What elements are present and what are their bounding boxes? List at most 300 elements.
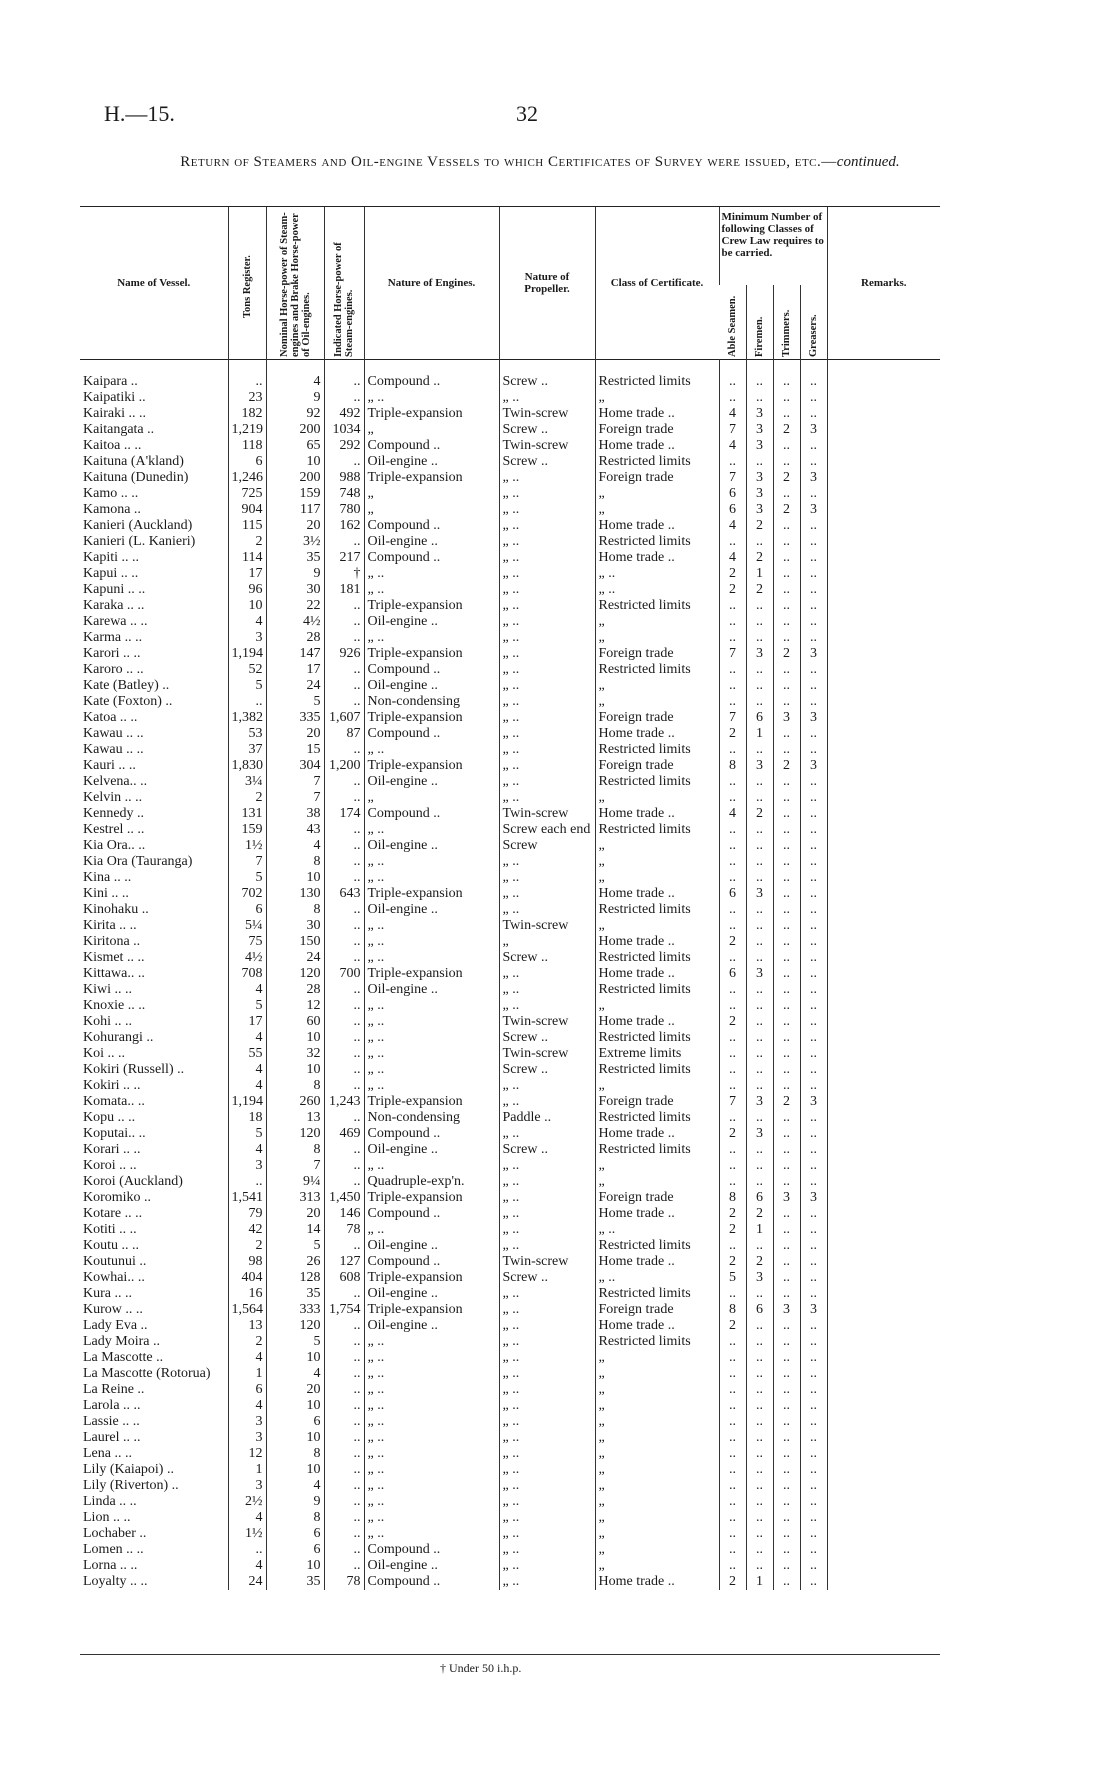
table-cell: 4½ bbox=[228, 950, 266, 966]
table-cell: Loyalty .. .. bbox=[83, 1573, 148, 1589]
table-cell: .. bbox=[719, 742, 746, 758]
table-cell: „ .. bbox=[364, 1334, 499, 1350]
table-cell: Restricted limits bbox=[595, 1286, 719, 1302]
table-cell: 4 bbox=[228, 614, 266, 630]
table-cell: .. bbox=[773, 694, 800, 710]
table-row bbox=[80, 1030, 940, 1046]
table-cell-remarks bbox=[827, 1574, 940, 1590]
table-cell: Oil-engine .. bbox=[364, 534, 499, 550]
table-row bbox=[80, 726, 940, 742]
table-row bbox=[80, 982, 940, 998]
table-cell: Kotare .. .. bbox=[83, 1205, 143, 1221]
table-cell: „ .. bbox=[499, 966, 595, 982]
table-cell: 7 bbox=[228, 854, 266, 870]
table-cell: Foreign trade bbox=[595, 1190, 719, 1206]
table-cell: „ .. bbox=[364, 1382, 499, 1398]
table-cell: Foreign trade bbox=[595, 422, 719, 438]
table-cell: Karoro .. .. bbox=[83, 661, 144, 677]
table-cell: Foreign trade bbox=[595, 646, 719, 662]
table-row bbox=[80, 422, 940, 438]
table-row bbox=[80, 998, 940, 1014]
table-cell: Triple-expansion bbox=[364, 710, 499, 726]
table-row bbox=[80, 614, 940, 630]
table-cell: 6 bbox=[746, 1190, 773, 1206]
table-cell: 2 bbox=[746, 582, 773, 598]
table-cell: Compound .. bbox=[364, 1574, 499, 1590]
table-cell: „ .. bbox=[364, 1046, 499, 1062]
table-cell: .. bbox=[324, 454, 364, 470]
table-cell: 3 bbox=[746, 646, 773, 662]
table-cell: .. bbox=[746, 1414, 773, 1430]
col-able-cell bbox=[719, 285, 746, 359]
table-cell: Restricted limits bbox=[595, 902, 719, 918]
table-cell: .. bbox=[800, 438, 827, 454]
table-cell: 8 bbox=[266, 1510, 324, 1526]
table-cell: „ .. bbox=[499, 1350, 595, 1366]
table-cell: „ .. bbox=[499, 390, 595, 406]
table-cell: .. bbox=[324, 630, 364, 646]
table-cell: .. bbox=[228, 1174, 266, 1190]
table-cell-remarks bbox=[827, 1542, 940, 1558]
table-cell: „ .. bbox=[499, 1430, 595, 1446]
table-cell: Kiwi .. .. bbox=[83, 981, 132, 997]
table-cell-remarks bbox=[827, 726, 940, 742]
table-cell: „ .. bbox=[364, 1158, 499, 1174]
table-cell: Foreign trade bbox=[595, 1094, 719, 1110]
table-cell: 1 bbox=[746, 566, 773, 582]
table-cell: 182 bbox=[228, 406, 266, 422]
table-cell: 5 bbox=[719, 1270, 746, 1286]
table-cell: 4 bbox=[228, 1558, 266, 1574]
table-cell: 98 bbox=[228, 1254, 266, 1270]
table-cell: „ .. bbox=[595, 1222, 719, 1238]
table-cell: .. bbox=[746, 1158, 773, 1174]
table-cell: „ .. bbox=[499, 550, 595, 566]
table-cell: „ .. bbox=[499, 726, 595, 742]
table-cell: Kairaki .. .. bbox=[83, 405, 146, 421]
table-cell: Kokiri .. .. bbox=[83, 1077, 141, 1093]
table-cell: „ bbox=[595, 1350, 719, 1366]
table-cell: Screw .. bbox=[499, 950, 595, 966]
table-cell: Lady Moira .. bbox=[83, 1333, 160, 1349]
table-cell: .. bbox=[719, 1526, 746, 1542]
table-row bbox=[80, 950, 940, 966]
table-cell: Screw bbox=[499, 838, 595, 854]
table-cell: Koutunui .. bbox=[83, 1253, 147, 1269]
table-cell: „ .. bbox=[499, 566, 595, 582]
table-cell: 4 bbox=[266, 359, 324, 390]
col-nominal-cell bbox=[266, 207, 324, 360]
table-cell-remarks bbox=[827, 694, 940, 710]
table-cell: „ .. bbox=[499, 870, 595, 886]
table-cell: .. bbox=[773, 582, 800, 598]
table-cell: 12 bbox=[228, 1446, 266, 1462]
table-cell: .. bbox=[719, 1142, 746, 1158]
table-cell: 96 bbox=[228, 582, 266, 598]
table-cell: Paddle .. bbox=[499, 1110, 595, 1126]
table-cell: Compound .. bbox=[364, 359, 499, 390]
table-cell: 3 bbox=[800, 1094, 827, 1110]
title-main: Return of Steamers and Oil-engine Vessels to which Certificates of Survey were issued, etc.— bbox=[180, 154, 837, 170]
table-cell: „ .. bbox=[364, 1526, 499, 1542]
table-cell: .. bbox=[324, 359, 364, 390]
table-cell: 260 bbox=[266, 1094, 324, 1110]
table-cell: 60 bbox=[266, 1014, 324, 1030]
table-cell: 1,194 bbox=[228, 646, 266, 662]
table-cell: .. bbox=[324, 822, 364, 838]
table-cell: „ bbox=[364, 790, 499, 806]
table-cell: „ .. bbox=[364, 854, 499, 870]
table-cell: .. bbox=[800, 1126, 827, 1142]
table-cell-remarks bbox=[827, 1030, 940, 1046]
table-cell: .. bbox=[719, 1366, 746, 1382]
table-cell: Screw .. bbox=[499, 422, 595, 438]
table-cell: 9 bbox=[266, 1494, 324, 1510]
table-cell: 643 bbox=[324, 886, 364, 902]
table-row bbox=[80, 566, 940, 582]
table-cell: 2 bbox=[719, 1254, 746, 1270]
table-row bbox=[80, 1190, 940, 1206]
table-cell: 52 bbox=[228, 662, 266, 678]
table-cell: .. bbox=[800, 854, 827, 870]
table-cell: Kapiti .. .. bbox=[83, 549, 139, 565]
table-cell: .. bbox=[800, 870, 827, 886]
table-cell: Kohi .. .. bbox=[83, 1013, 132, 1029]
table-cell: 5 bbox=[228, 678, 266, 694]
table-cell: 5¼ bbox=[228, 918, 266, 934]
table-cell: .. bbox=[746, 1398, 773, 1414]
table-cell: .. bbox=[719, 822, 746, 838]
table-cell-remarks bbox=[827, 630, 940, 646]
table-cell: .. bbox=[324, 534, 364, 550]
table-cell: Screw .. bbox=[499, 1030, 595, 1046]
table-row bbox=[80, 806, 940, 822]
table-cell: .. bbox=[719, 1542, 746, 1558]
table-cell: Komata.. .. bbox=[83, 1093, 145, 1109]
table-cell: 1 bbox=[746, 726, 773, 742]
table-cell: .. bbox=[800, 998, 827, 1014]
table-cell-remarks bbox=[827, 790, 940, 806]
table-cell-remarks bbox=[827, 1414, 940, 1430]
table-cell: 4½ bbox=[266, 614, 324, 630]
col-trimmers: Trimmers. bbox=[781, 309, 792, 357]
table-cell: 8 bbox=[719, 1302, 746, 1318]
table-cell: Kaituna (Dunedin) bbox=[83, 469, 189, 485]
table-cell: „ .. bbox=[364, 742, 499, 758]
table-cell: .. bbox=[719, 870, 746, 886]
table-cell: 2 bbox=[773, 646, 800, 662]
table-cell: 24 bbox=[228, 1574, 266, 1590]
table-cell: 174 bbox=[324, 806, 364, 822]
table-cell: Kowhai.. .. bbox=[83, 1269, 145, 1285]
table-cell: .. bbox=[800, 886, 827, 902]
table-cell: .. bbox=[719, 918, 746, 934]
table-cell: „ .. bbox=[499, 1510, 595, 1526]
table-cell: 3 bbox=[800, 1302, 827, 1318]
table-cell: .. bbox=[746, 1462, 773, 1478]
table-cell: Home trade .. bbox=[595, 726, 719, 742]
table-cell: „ .. bbox=[499, 486, 595, 502]
table-cell: .. bbox=[746, 982, 773, 998]
table-cell: .. bbox=[324, 614, 364, 630]
table-cell: .. bbox=[746, 1382, 773, 1398]
table-cell: .. bbox=[773, 1222, 800, 1238]
table-cell: .. bbox=[746, 1078, 773, 1094]
table-cell: 37 bbox=[228, 742, 266, 758]
table-cell: Kapui .. .. bbox=[83, 565, 139, 581]
table-cell-remarks bbox=[827, 646, 940, 662]
table-cell: .. bbox=[719, 534, 746, 550]
table-cell: „ .. bbox=[364, 1014, 499, 1030]
table-cell: .. bbox=[773, 598, 800, 614]
table-cell: 7 bbox=[719, 646, 746, 662]
table-cell: „ .. bbox=[499, 1558, 595, 1574]
table-row bbox=[80, 710, 940, 726]
table-cell: „ .. bbox=[499, 1318, 595, 1334]
table-cell: .. bbox=[719, 790, 746, 806]
table-cell: .. bbox=[719, 1238, 746, 1254]
table-cell: 2 bbox=[228, 1238, 266, 1254]
table-cell: 3 bbox=[746, 966, 773, 982]
table-cell: 1½ bbox=[228, 838, 266, 854]
table-cell: Twin-screw bbox=[499, 438, 595, 454]
table-cell: „ .. bbox=[499, 1302, 595, 1318]
table-cell: 17 bbox=[266, 662, 324, 678]
table-cell: .. bbox=[324, 742, 364, 758]
table-cell: 2 bbox=[719, 1574, 746, 1590]
table-row bbox=[80, 1254, 940, 1270]
table-cell-remarks bbox=[827, 502, 940, 518]
table-cell: Restricted limits bbox=[595, 822, 719, 838]
table-cell: .. bbox=[800, 1014, 827, 1030]
table-cell: 1034 bbox=[324, 422, 364, 438]
table-cell: La Reine .. bbox=[83, 1381, 145, 1397]
table-row bbox=[80, 502, 940, 518]
table-cell: 2 bbox=[719, 1318, 746, 1334]
table-cell: Laurel .. .. bbox=[83, 1429, 141, 1445]
table-cell: „ .. bbox=[364, 390, 499, 406]
table-cell: .. bbox=[773, 1158, 800, 1174]
table-cell: „ bbox=[595, 678, 719, 694]
page-number: 32 bbox=[516, 101, 538, 126]
table-cell: Compound .. bbox=[364, 726, 499, 742]
table-cell: „ bbox=[595, 1174, 719, 1190]
table-cell: Triple-expansion bbox=[364, 646, 499, 662]
table-cell: .. bbox=[324, 1478, 364, 1494]
table-cell: .. bbox=[324, 390, 364, 406]
table-cell: „ .. bbox=[499, 998, 595, 1014]
table-cell: .. bbox=[773, 662, 800, 678]
table-cell: 4 bbox=[228, 1062, 266, 1078]
table-cell: „ .. bbox=[499, 582, 595, 598]
table-cell: .. bbox=[773, 1030, 800, 1046]
table-cell: Home trade .. bbox=[595, 438, 719, 454]
table-cell: „ .. bbox=[499, 1238, 595, 1254]
table-cell: .. bbox=[746, 1046, 773, 1062]
table-cell: .. bbox=[324, 838, 364, 854]
table-cell: 4 bbox=[719, 518, 746, 534]
table-cell: .. bbox=[719, 854, 746, 870]
table-cell: .. bbox=[719, 1046, 746, 1062]
table-cell: Karma .. .. bbox=[83, 629, 143, 645]
table-cell: 3 bbox=[228, 1478, 266, 1494]
table-cell: Restricted limits bbox=[595, 534, 719, 550]
table-row bbox=[80, 1334, 940, 1350]
table-cell: Triple-expansion bbox=[364, 1094, 499, 1110]
table-cell: 2 bbox=[228, 1334, 266, 1350]
table-cell: .. bbox=[324, 774, 364, 790]
table-cell: Karewa .. .. bbox=[83, 613, 148, 629]
table-cell: 1½ bbox=[228, 1526, 266, 1542]
table-cell: .. bbox=[800, 1494, 827, 1510]
table-cell: Twin-screw bbox=[499, 806, 595, 822]
table-cell: Restricted limits bbox=[595, 598, 719, 614]
table-cell: .. bbox=[746, 534, 773, 550]
table-cell: .. bbox=[800, 1158, 827, 1174]
table-cell: .. bbox=[773, 774, 800, 790]
table-cell: .. bbox=[773, 438, 800, 454]
table-cell: .. bbox=[719, 630, 746, 646]
table-cell: Triple-expansion bbox=[364, 1190, 499, 1206]
table-cell: 1,243 bbox=[324, 1094, 364, 1110]
table-cell: 35 bbox=[266, 1286, 324, 1302]
table-cell: 127 bbox=[324, 1254, 364, 1270]
table-cell: „ bbox=[595, 918, 719, 934]
table-cell: 92 bbox=[266, 406, 324, 422]
table-cell: Kaituna (A'kland) bbox=[83, 453, 184, 469]
table-cell: .. bbox=[746, 1030, 773, 1046]
table-cell: .. bbox=[773, 359, 800, 390]
table-cell: 3 bbox=[746, 406, 773, 422]
table-cell-remarks bbox=[827, 1526, 940, 1542]
table-cell: .. bbox=[746, 1334, 773, 1350]
table-cell: 120 bbox=[266, 1126, 324, 1142]
table-cell: .. bbox=[773, 822, 800, 838]
table-cell: 2 bbox=[773, 422, 800, 438]
table-cell-remarks bbox=[827, 966, 940, 982]
table-cell: 7 bbox=[719, 470, 746, 486]
table-cell: 147 bbox=[266, 646, 324, 662]
table-cell: .. bbox=[746, 1286, 773, 1302]
table-cell: .. bbox=[719, 1174, 746, 1190]
table-cell: .. bbox=[324, 918, 364, 934]
table-cell: Lena .. .. bbox=[83, 1445, 132, 1461]
page-identifier: H.—15. bbox=[104, 101, 175, 126]
table-cell: .. bbox=[800, 1238, 827, 1254]
table-cell: .. bbox=[773, 1398, 800, 1414]
table-cell: 8 bbox=[266, 854, 324, 870]
table-cell: 5 bbox=[266, 694, 324, 710]
table-cell: 780 bbox=[324, 502, 364, 518]
table-cell: „ bbox=[595, 1414, 719, 1430]
table-row bbox=[80, 470, 940, 486]
table-cell: 2 bbox=[746, 1206, 773, 1222]
table-row bbox=[80, 1222, 940, 1238]
table-cell: Restricted limits bbox=[595, 950, 719, 966]
table-cell: .. bbox=[719, 390, 746, 406]
table-cell: 1,219 bbox=[228, 422, 266, 438]
table-cell: 1,200 bbox=[324, 758, 364, 774]
table-cell: .. bbox=[746, 918, 773, 934]
table-cell-remarks bbox=[827, 918, 940, 934]
table-cell: .. bbox=[719, 1078, 746, 1094]
table-cell: 1,382 bbox=[228, 710, 266, 726]
table-cell: 3 bbox=[746, 758, 773, 774]
table-cell: Kamo .. .. bbox=[83, 485, 139, 501]
table-cell: 2 bbox=[719, 582, 746, 598]
table-cell: 7 bbox=[719, 710, 746, 726]
table-cell: Home trade .. bbox=[595, 1318, 719, 1334]
table-cell: „ bbox=[595, 614, 719, 630]
table-cell: .. bbox=[719, 774, 746, 790]
table-cell: 200 bbox=[266, 422, 324, 438]
table-cell: „ bbox=[364, 422, 499, 438]
table-cell: „ .. bbox=[364, 566, 499, 582]
table-cell: .. bbox=[773, 1206, 800, 1222]
table-cell: 1,607 bbox=[324, 710, 364, 726]
table-cell: .. bbox=[719, 1478, 746, 1494]
col-trimmers-cell bbox=[773, 285, 800, 359]
table-cell: 3 bbox=[228, 630, 266, 646]
table-cell: Screw .. bbox=[499, 1142, 595, 1158]
table-cell: .. bbox=[324, 662, 364, 678]
table-cell: „ bbox=[595, 1462, 719, 1478]
table-cell: 1,450 bbox=[324, 1190, 364, 1206]
table-cell: Triple-expansion bbox=[364, 966, 499, 982]
table-row bbox=[80, 758, 940, 774]
table-row bbox=[80, 1446, 940, 1462]
table-row bbox=[80, 1110, 940, 1126]
table-cell: 3 bbox=[800, 422, 827, 438]
table-cell: .. bbox=[324, 1462, 364, 1478]
table-cell: „ .. bbox=[364, 1478, 499, 1494]
table-cell: 1,246 bbox=[228, 470, 266, 486]
table-cell: .. bbox=[719, 662, 746, 678]
table-cell: 120 bbox=[266, 966, 324, 982]
table-cell: „ bbox=[595, 630, 719, 646]
table-cell: Lassie .. .. bbox=[83, 1413, 140, 1429]
table-cell: 10 bbox=[266, 1350, 324, 1366]
table-cell: „ .. bbox=[499, 1462, 595, 1478]
table-cell: 217 bbox=[324, 550, 364, 566]
table-cell: 146 bbox=[324, 1206, 364, 1222]
table-cell-remarks bbox=[827, 534, 940, 550]
table-cell: 4 bbox=[228, 1350, 266, 1366]
table-cell: Restricted limits bbox=[595, 742, 719, 758]
table-cell: „ bbox=[595, 502, 719, 518]
table-cell: Lily (Riverton) .. bbox=[83, 1477, 179, 1493]
table-row bbox=[80, 790, 940, 806]
table-cell: 404 bbox=[228, 1270, 266, 1286]
table-row bbox=[80, 582, 940, 598]
table-cell: .. bbox=[324, 598, 364, 614]
table-cell-remarks bbox=[827, 678, 940, 694]
table-cell: .. bbox=[324, 1494, 364, 1510]
table-cell: .. bbox=[719, 598, 746, 614]
table-cell: 2 bbox=[719, 1222, 746, 1238]
table-cell: .. bbox=[773, 518, 800, 534]
table-cell: Foreign trade bbox=[595, 710, 719, 726]
table-cell-remarks bbox=[827, 1382, 940, 1398]
table-cell: „ .. bbox=[364, 1446, 499, 1462]
table-cell: Kaitangata .. bbox=[83, 421, 155, 437]
table-cell: 3 bbox=[746, 886, 773, 902]
table-cell: „ .. bbox=[499, 1094, 595, 1110]
table-cell: „ bbox=[499, 934, 595, 950]
table-cell: „ .. bbox=[499, 646, 595, 662]
col-name-vessel: Name of Vessel. bbox=[80, 207, 228, 360]
table-cell: Foreign trade bbox=[595, 470, 719, 486]
